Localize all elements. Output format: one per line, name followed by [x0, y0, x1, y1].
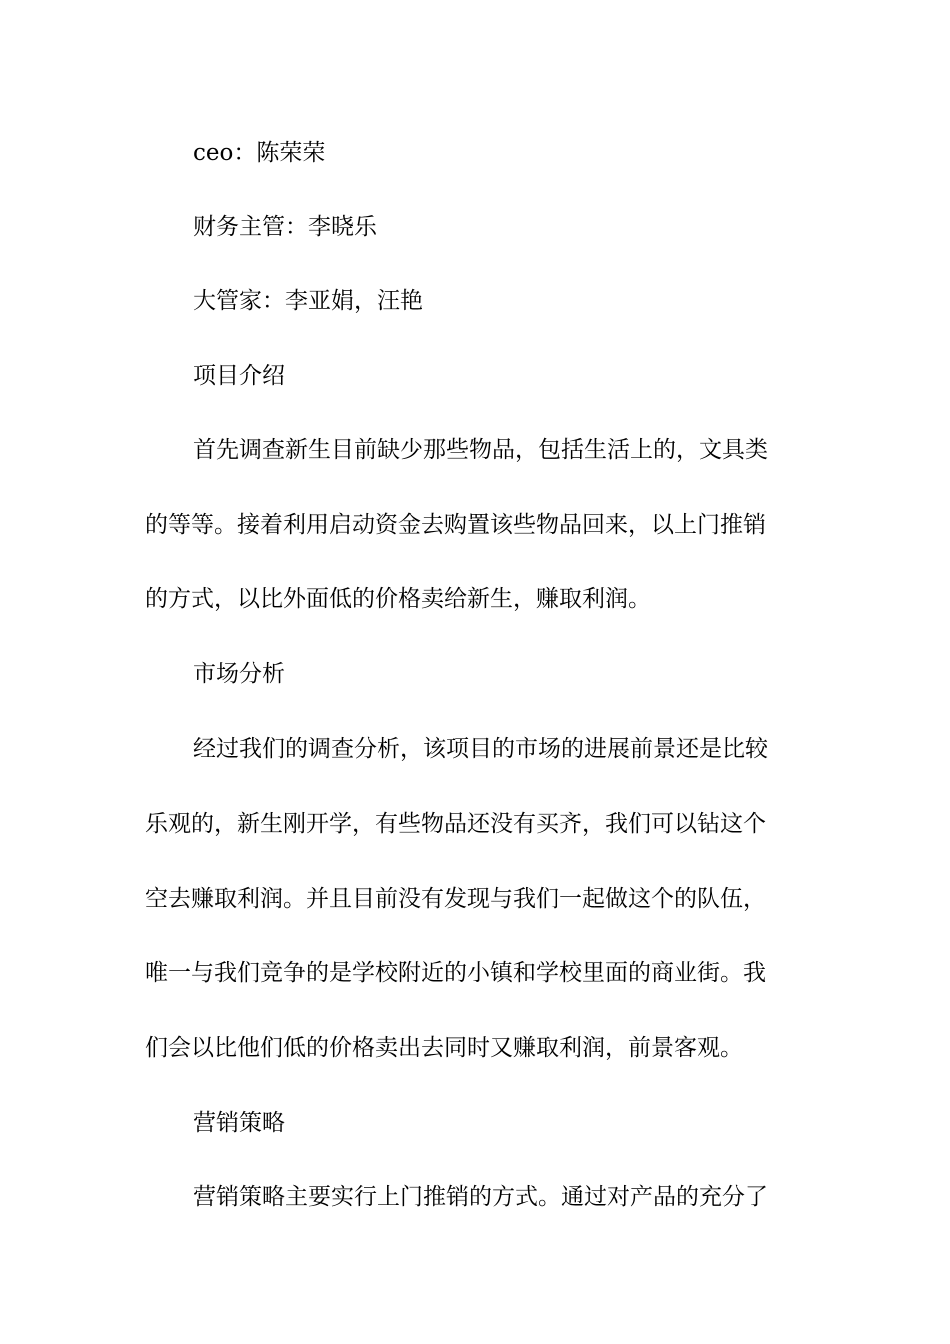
paragraph-line: 们会以比他们低的价格卖出去同时又赚取利润，前景客观。: [145, 1035, 743, 1061]
paragraph-line: 经过我们的调查分析，该项目的市场的进展前景还是比较: [193, 736, 768, 762]
paragraph-line: 乐观的，新生刚开学，有些物品还没有买齐，我们可以钻这个: [145, 811, 766, 837]
butler-line: 大管家：李亚娟，汪艳: [193, 288, 423, 314]
paragraph-line: 唯一与我们竞争的是学校附近的小镇和学校里面的商业街。我: [145, 960, 766, 986]
paragraph-line: 空去赚取利润。并且目前没有发现与我们一起做这个的队伍，: [145, 886, 766, 912]
section-heading-project-intro: 项目介绍: [193, 363, 285, 389]
ceo-line: ceo：陈荣荣: [193, 140, 326, 166]
paragraph-line: 的方式，以比外面低的价格卖给新生，赚取利润。: [145, 586, 651, 612]
finance-manager-line: 财务主管：李晓乐: [193, 214, 377, 240]
section-heading-market-analysis: 市场分析: [193, 661, 285, 687]
paragraph-line: 首先调查新生目前缺少那些物品，包括生活上的，文具类: [193, 437, 768, 463]
section-heading-marketing-strategy: 营销策略: [193, 1110, 285, 1136]
paragraph-line: 营销策略主要实行上门推销的方式。通过对产品的充分了: [193, 1184, 768, 1210]
paragraph-line: 的等等。接着利用启动资金去购置该些物品回来，以上门推销: [145, 512, 766, 538]
